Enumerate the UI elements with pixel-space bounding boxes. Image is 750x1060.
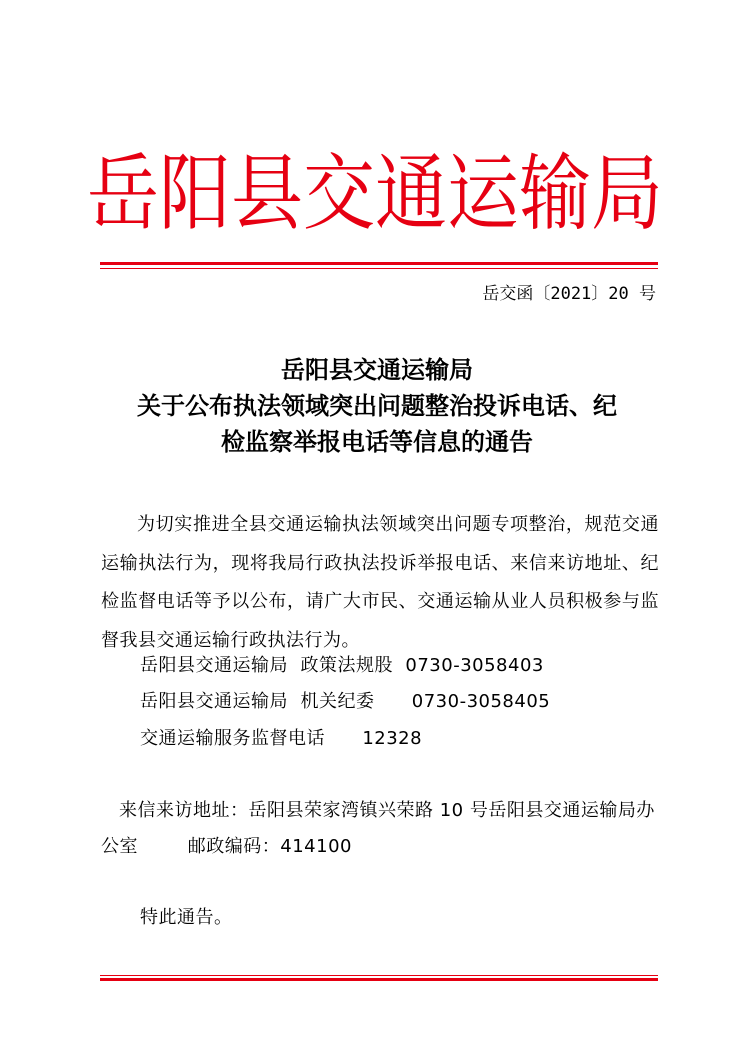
notice-title-line-3: 检监察举报电话等信息的通告 [221,427,533,456]
contact-discipline-committee: 岳阳县交通运输局 机关纪委 0730-3058405 [140,691,551,712]
masthead-title: 岳阳县交通运输局 [86,144,663,242]
body-paragraph: 为切实推进全县交通运输执法领域突出问题专项整治，规范交通运输执法行为，现将我局行政执法投诉举报电话、来信来访地址、纪检监督电话等予以公布，请广大市民、交通运输从业人员积极参与监督我县交通运输行政执法行为。 [101,514,659,651]
header-divider-thin [100,268,658,269]
footer-divider-thick [100,978,658,981]
visit-address [101,793,661,865]
notice-title-line-1: 岳阳县交通运输局 [281,355,473,384]
document-number: 岳交函〔2021〕20 号 [482,284,656,304]
address-text: 来信来访地址：岳阳县荣家湾镇兴荣路 10 号岳阳县交通运输局办公室 [101,800,655,857]
header-divider-thick [100,262,658,265]
contact-policy-department: 岳阳县交通运输局 政策法规股 0730-3058403 [140,655,544,676]
footer-divider-thin [100,975,658,976]
notice-title-line-2: 关于公布执法领域突出问题整治投诉电话、纪 [137,391,617,420]
postal-code: 邮政编码：414100 [138,836,352,857]
closing-statement: 特此通告。 [140,907,233,928]
contact-service-hotline: 交通运输服务监督电话 12328 [140,728,423,749]
